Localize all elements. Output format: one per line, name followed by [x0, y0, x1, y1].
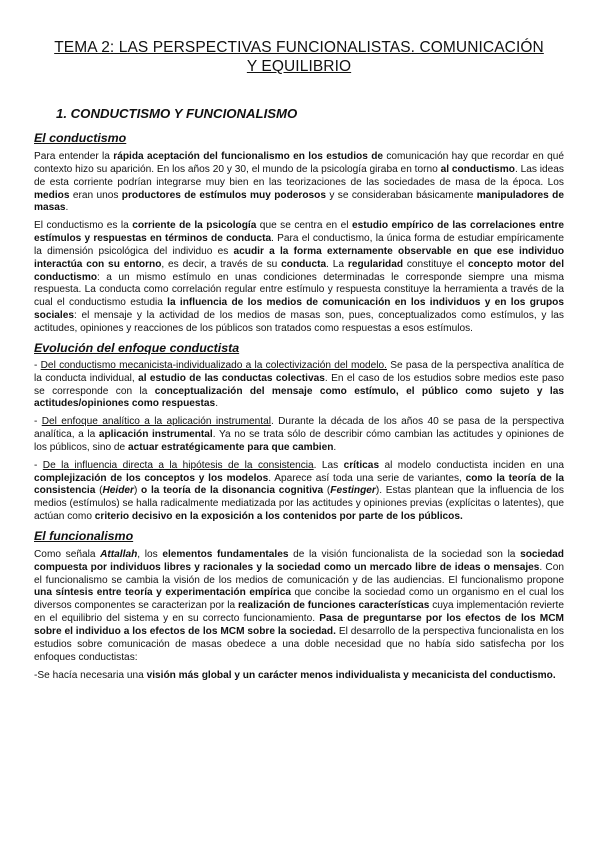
text-run: El conductismo es la: [34, 220, 133, 232]
text-run: . Aparece así toda una serie de variantes,: [268, 472, 466, 484]
text-run: que se centra en el: [256, 220, 352, 232]
paragraph-funcionalismo: [34, 549, 564, 665]
text-run: ). Estas plantean que la influencia de los medios (estímulos) se halla radicalmente mediatizada por las actitudes y opiniones previas (explícitas o latentes), que actúan como: [34, 485, 564, 523]
text-run: . Ya no se trata sólo de describir cómo cambian las actitudes y opiniones de los públicos, sino de: [34, 429, 564, 453]
text-run: : a un mismo estímulo en unas condiciones determinadas le corresponde siempre una misma respuesta. La conducta como correlación regular entre estímulo y respuesta constituye la herramienta a través de la cual el conductismo estudia: [34, 271, 564, 309]
subheading-el-funcionalismo: El funcionalismo: [34, 528, 134, 543]
text-run: Como señala: [34, 548, 101, 560]
bold-phrase: o la teoría de la disonancia cognitiva: [141, 485, 324, 497]
text-run: -: [34, 416, 42, 428]
text-run: que concibe la sociedad como un organismo en el cual los diversos componentes se caracterizan por la: [34, 587, 564, 612]
document-page: [34, 38, 564, 682]
bold-phrase: Heider: [102, 485, 134, 497]
text-run: , los: [137, 548, 163, 560]
bold-phrase: realización de funciones características: [237, 600, 430, 612]
text-run: Se pasa de la perspectiva analítica de la conducta individual,: [34, 359, 564, 384]
document-title: [34, 38, 564, 76]
paragraph-funcionalismo-necesidad: [34, 670, 564, 683]
bold-phrase: rápida aceptación del funcionalismo en los estudios de: [113, 151, 384, 162]
underlined-phrase: Del enfoque analítico a la aplicación instrumental: [41, 416, 271, 428]
bold-phrase: estudio empírico de las correlaciones entre estímulos y respuestas en términos de conducta: [34, 220, 565, 245]
bold-phrase: elementos fundamentales: [162, 548, 289, 560]
text-run: : el mensaje y la actividad de los medios de masas son, pues, conceptualizados como estímulos, y las actitudes, opiniones y reacciones de los públicos son tratados como respuestas a esos estímulos.: [34, 310, 564, 334]
paragraph-evolucion-aplicacion: [34, 416, 564, 455]
text-run: ): [133, 485, 142, 497]
underlined-phrase: De la influencia directa a la hipótesis de la consistencia: [42, 459, 314, 471]
text-run: . Con el funcionalismo se cambia la visión de los medios de comunicación y de las audiencias. El funcionalismo propone: [34, 561, 564, 586]
title-line-1: TEMA 2: LAS PERSPECTIVAS FUNCIONALISTAS. COMUNICACIÓN: [54, 39, 544, 56]
text-run: .: [333, 441, 337, 453]
text-run: . Para el conductismo, la única forma de estudiar empíricamente la dimensión psicológica del individuo es: [34, 233, 564, 257]
text-run: . En el caso de los estudios sobre medios este paso se corresponde con la: [34, 372, 564, 397]
paragraph-conductismo-definicion: [34, 220, 564, 336]
text-run: (: [323, 485, 331, 497]
bold-phrase: concepto motor del conductismo: [34, 258, 565, 283]
text-run: (: [95, 485, 103, 497]
text-run: al modelo conductista inciden en una: [379, 459, 564, 471]
text-run: El desarrollo de la perspectiva funcionalista en los estudios sobre comunicación de masas obedece a una doble necesidad que no había sido satisfecha por los enfoques conductistas:: [34, 626, 564, 663]
bold-phrase: criterio decisivo en la exposición a los contenidos por parte de los públicos.: [94, 511, 463, 523]
title-line-2: Y EQUILIBRIO: [246, 58, 352, 75]
bold-phrase: corriente de la psicología: [132, 220, 257, 232]
bold-phrase: medios: [34, 189, 70, 201]
text-run: -: [34, 459, 43, 471]
text-run: . Las ideas de esta corriente podrían integrarse muy bien en las teorizaciones de las sociedades de masa de la época. Los: [34, 163, 564, 188]
text-run: y se consideraban básicamente: [325, 189, 477, 201]
text-run: -: [34, 359, 41, 371]
bold-phrase: Attallah: [100, 548, 138, 560]
text-run: , es decir, a través de su: [161, 258, 282, 270]
subheading-el-conductismo: El conductismo: [34, 131, 127, 145]
text-run: . Las: [313, 459, 344, 471]
text-run: .: [65, 202, 69, 214]
bold-phrase: al conductismo: [440, 163, 515, 175]
bold-phrase: conducta: [281, 258, 327, 270]
bold-phrase: Festinger: [330, 485, 376, 497]
text-run: cuya implementación revierte en el equilibrio del sistema y en su correcto funcionamiento.: [34, 600, 564, 625]
bold-phrase: acudir a la forma externamente observable en que ese individuo interactúa con su entorno: [34, 245, 565, 270]
bold-phrase: una síntesis entre teoría y experimentación empírica: [34, 587, 291, 599]
paragraph-evolucion-consistencia: [34, 460, 564, 524]
text-run: comunicación hay que recordar en qué contexto hizo su aparición. En los años 20 y 30, el mundo de la psicología giraba en torno: [34, 151, 564, 175]
text-run: -Se hacía necesaria una: [34, 669, 147, 681]
bold-phrase: complejización de los conceptos y los modelos: [34, 472, 269, 484]
text-run: . Durante la década de los años 40 se pasa de la perspectiva analítica, a la: [34, 416, 564, 441]
bold-phrase: la influencia de los medios de comunicación en los individuos y en los grupos sociales: [34, 297, 565, 322]
paragraph-evolucion-colectivizacion: [34, 360, 564, 411]
text-run: constituye el: [403, 258, 469, 270]
text-run: Para entender la: [34, 151, 114, 162]
bold-phrase: visión más global y un carácter menos individualista y mecanicista del conductismo.: [146, 669, 556, 681]
bold-phrase: actuar estratégicamente para que cambien: [128, 441, 334, 453]
bold-phrase: manipuladores de masas: [34, 189, 564, 214]
bold-phrase: productores de estímulos muy poderosos: [121, 189, 326, 201]
section-heading-conductismo-funcionalismo: 1. CONDUCTISMO Y FUNCIONALISMO: [56, 106, 298, 121]
bold-phrase: Pasa de preguntarse por los efectos de los MCM sobre el individuo a los efectos de los MCM sobre la sociedad.: [34, 613, 564, 637]
bold-phrase: regularidad: [347, 258, 404, 270]
bold-phrase: conceptualización del mensaje como estímulo, el público como sujeto y las actitudes/opiniones como respuestas: [34, 385, 564, 410]
subheading-evolucion-enfoque: Evolución del enfoque conductista: [34, 340, 240, 355]
bold-phrase: aplicación instrumental: [98, 429, 213, 441]
bold-phrase: como la teoría de la consistencia: [34, 472, 564, 497]
bold-phrase: sociedad compuesta por individuos libres y racionales y la sociedad como un mercado libre de ideas o mensajes: [34, 548, 564, 573]
text-run: eran unos: [69, 189, 122, 201]
text-run: de la visión funcionalista de la sociedad son la: [288, 548, 521, 560]
text-run: .: [215, 398, 219, 410]
bold-phrase: al estudio de las conductas colectivas: [138, 372, 325, 384]
underlined-phrase: Del conductismo mecanicista-individualizado a la colectivización del modelo.: [40, 359, 387, 371]
bold-phrase: críticas: [343, 459, 380, 471]
text-run: . La: [326, 258, 348, 270]
paragraph-conductismo-intro: [34, 151, 564, 215]
